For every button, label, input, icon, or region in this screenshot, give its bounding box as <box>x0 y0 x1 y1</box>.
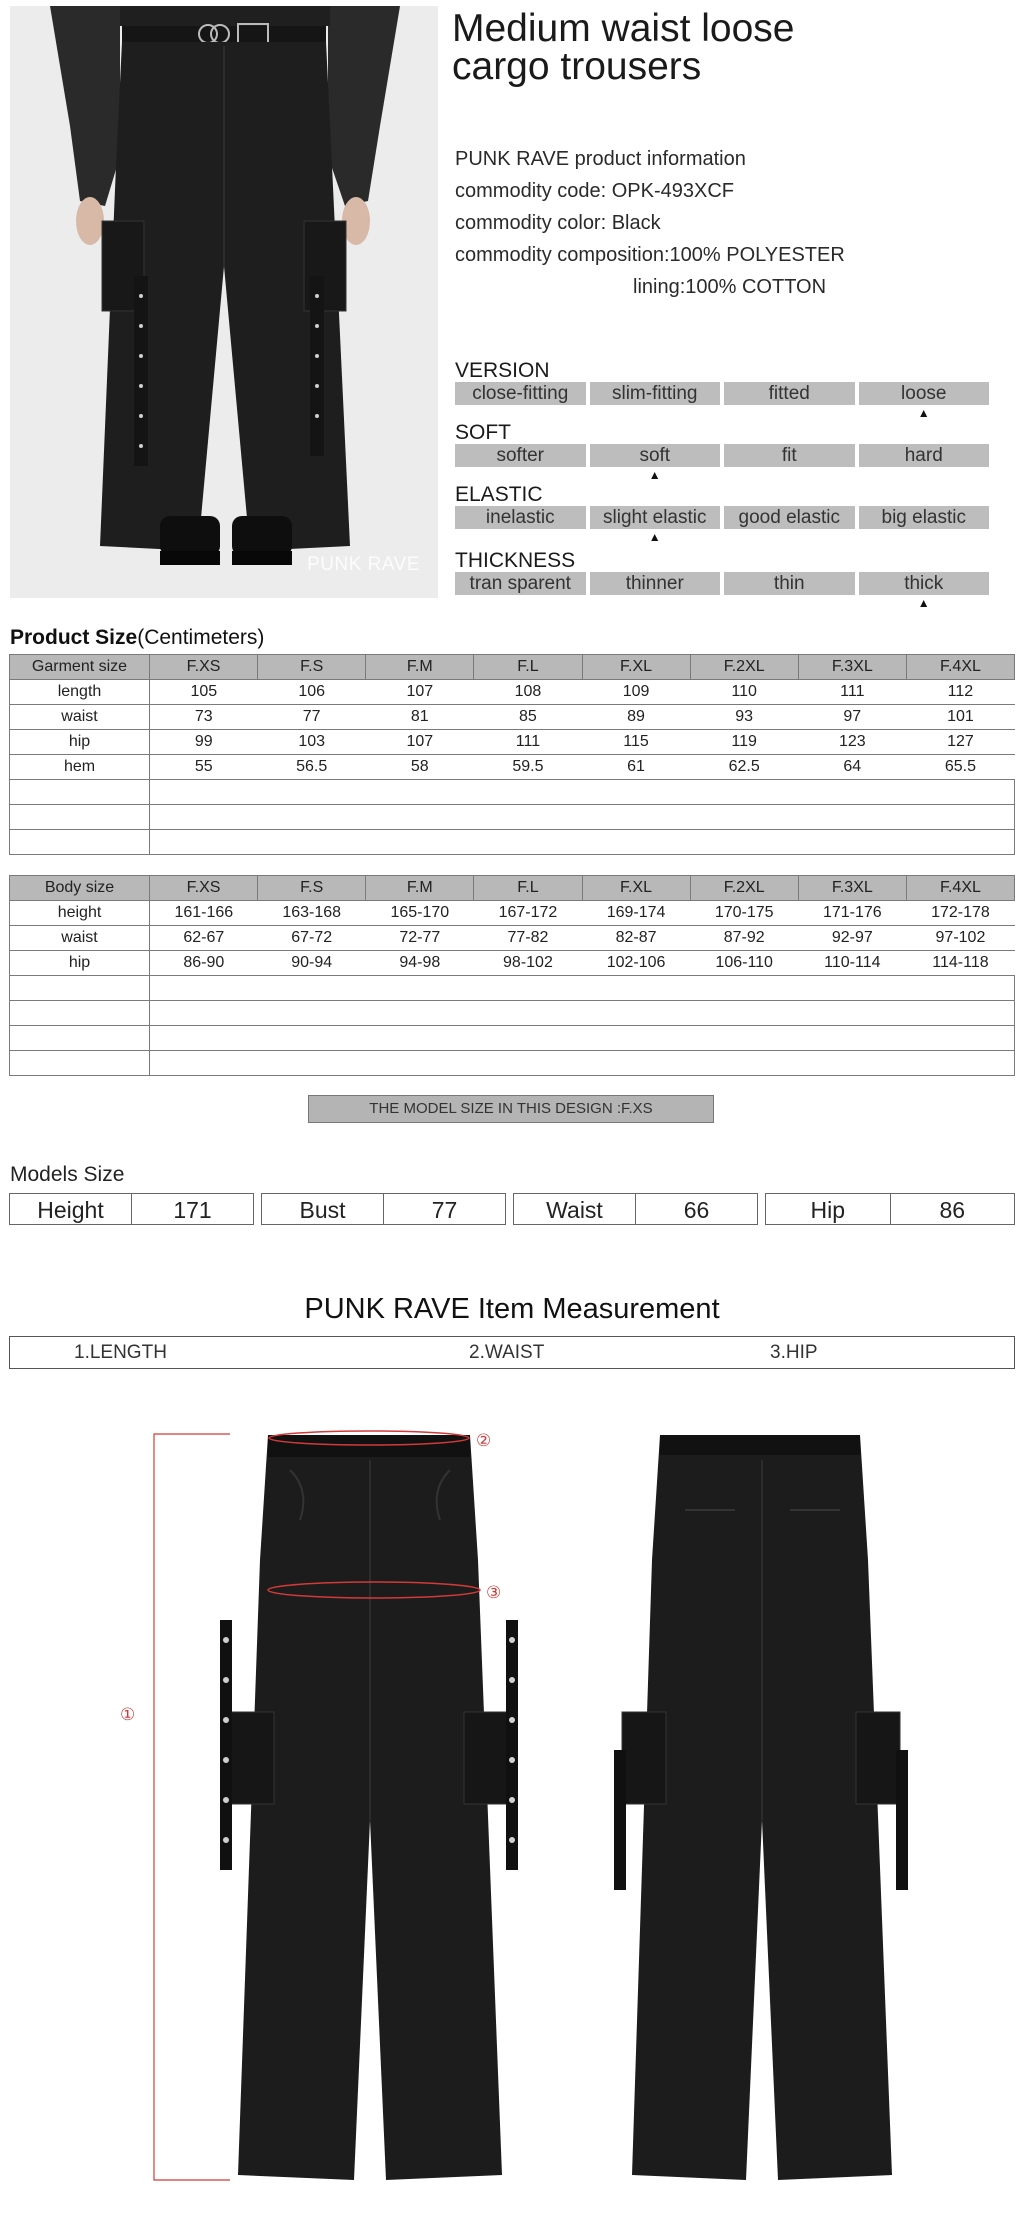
product-title-line1: Medium waist loose <box>452 7 795 50</box>
back-flat-image <box>600 1420 930 2200</box>
scale-option: thinner <box>590 572 721 595</box>
row-label: hem <box>10 755 150 780</box>
scale-version <box>455 359 989 420</box>
table-header-cell: F.S <box>258 876 366 901</box>
table-empty-row <box>10 1051 1015 1076</box>
table-header-cell: F.M <box>366 876 474 901</box>
hip-marker-icon: ③ <box>486 1583 502 1602</box>
table-header-cell: Garment size <box>10 655 150 680</box>
scale-title: THICKNESS <box>455 549 576 572</box>
composition-value: 100% POLYESTER <box>669 244 845 266</box>
models-size-title: Models Size <box>10 1163 125 1186</box>
table-row: hip 99 103 107 111 115 119 123 127 <box>10 730 1015 755</box>
row-label: height <box>10 901 150 926</box>
table-header-cell: F.XL <box>582 876 690 901</box>
model-height: Height 171 <box>9 1193 254 1225</box>
table-empty-row <box>10 780 1015 805</box>
model-size-note: THE MODEL SIZE IN THIS DESIGN :F.XS <box>308 1095 714 1123</box>
waist-marker-icon: ② <box>476 1431 492 1450</box>
table-header-cell: F.4XL <box>906 876 1014 901</box>
scale-elastic <box>455 483 989 544</box>
scale-option: thin <box>724 572 855 595</box>
scale-option-selected: slight elastic ▲ <box>590 506 721 529</box>
brand-info: PUNK RAVE product information <box>455 148 746 170</box>
selected-marker-icon: ▲ <box>917 406 930 420</box>
scale-option: good elastic <box>724 506 855 529</box>
code-value: OPK-493XCF <box>611 180 734 202</box>
scale-title: VERSION <box>455 359 550 382</box>
product-photo <box>10 6 438 598</box>
table-header-cell: F.3XL <box>798 876 906 901</box>
product-title-line2: cargo trousers <box>452 45 702 88</box>
code-row: commodity code: OPK-493XCF <box>455 175 845 207</box>
table-empty-row <box>10 976 1015 1001</box>
scale-option: fitted <box>724 382 855 405</box>
table-header-cell: F.S <box>258 655 366 680</box>
table-header-cell: F.XS <box>150 876 258 901</box>
table-header-cell: Body size <box>10 876 150 901</box>
legend-waist: 2.WAIST <box>469 1342 545 1363</box>
table-header-cell: F.2XL <box>690 655 798 680</box>
scale-option: tran sparent <box>455 572 586 595</box>
color-value: Black <box>611 212 661 234</box>
table-header-cell: F.XL <box>582 655 690 680</box>
product-title <box>452 7 1012 88</box>
table-row: height 161-166 163-168 165-170 167-172 169-174 170-175 171-176 172-178 <box>10 901 1015 926</box>
scale-option-selected: thick ▲ <box>859 572 990 595</box>
table-empty-row <box>10 1001 1015 1026</box>
scale-soft <box>455 421 989 482</box>
row-label: waist <box>10 926 150 951</box>
scale-thickness <box>455 549 989 610</box>
scale-option: inelastic <box>455 506 586 529</box>
legend-length: 1.LENGTH <box>74 1342 167 1363</box>
scale-option: big elastic <box>859 506 990 529</box>
legend-hip: 3.HIP <box>770 1342 818 1363</box>
table-row: length 105 106 107 108 109 110 111 112 <box>10 680 1015 705</box>
length-measure-line <box>154 1434 230 2180</box>
table-header-cell: F.3XL <box>798 655 906 680</box>
table-header-cell: F.M <box>366 655 474 680</box>
row-label: hip <box>10 730 150 755</box>
scale-title: SOFT <box>455 421 511 444</box>
table-row: hem 55 56.5 58 59.5 61 62.5 64 65.5 <box>10 755 1015 780</box>
color-row: commodity color: Black <box>455 207 845 239</box>
selected-marker-icon: ▲ <box>917 596 930 610</box>
photo-watermark: PUNK RAVE <box>307 554 420 575</box>
model-waist: Waist 66 <box>513 1193 758 1225</box>
table-header-cell: F.XS <box>150 655 258 680</box>
measurement-title: PUNK RAVE Item Measurement <box>304 1293 720 1325</box>
table-row: waist 73 77 81 85 89 93 97 101 <box>10 705 1015 730</box>
front-flat-image <box>120 1420 540 2200</box>
table-header-cell: F.L <box>474 655 582 680</box>
table-header-cell: F.4XL <box>906 655 1014 680</box>
table-header-row <box>10 655 1015 680</box>
row-label: length <box>10 680 150 705</box>
table-empty-row <box>10 805 1015 830</box>
measurement-legend <box>9 1336 1015 1369</box>
garment-size-table <box>9 654 1015 855</box>
table-empty-row <box>10 1026 1015 1051</box>
scale-option: close-fitting <box>455 382 586 405</box>
table-header-cell: F.2XL <box>690 876 798 901</box>
composition-row: commodity composition: 100% POLYESTER <box>455 239 845 271</box>
row-label: waist <box>10 705 150 730</box>
lining-value: 100% COTTON <box>685 276 827 298</box>
model-hip: Hip 86 <box>765 1193 1015 1225</box>
product-size-title: Product Size(Centimeters) <box>10 626 265 649</box>
row-label: hip <box>10 951 150 976</box>
body-size-table <box>9 875 1015 1076</box>
scale-option: slim-fitting <box>590 382 721 405</box>
scale-option-selected: soft ▲ <box>590 444 721 467</box>
model-wearing-trousers-image <box>10 6 438 598</box>
product-info <box>455 143 845 303</box>
length-marker-icon: ① <box>120 1705 136 1724</box>
scale-option: fit <box>724 444 855 467</box>
model-bust: Bust 77 <box>261 1193 506 1225</box>
lining-row: lining: 100% COTTON <box>455 271 845 303</box>
table-header-cell: F.L <box>474 876 582 901</box>
table-row: hip 86-90 90-94 94-98 98-102 102-106 106-110 110-114 114-118 <box>10 951 1015 976</box>
table-empty-row <box>10 830 1015 855</box>
scale-option: hard <box>859 444 990 467</box>
scale-option: softer <box>455 444 586 467</box>
table-header-row <box>10 876 1015 901</box>
selected-marker-icon: ▲ <box>648 530 661 544</box>
scale-option-selected: loose ▲ <box>859 382 990 405</box>
scale-title: ELASTIC <box>455 483 543 506</box>
table-row: waist 62-67 67-72 72-77 77-82 82-87 87-92 92-97 97-102 <box>10 926 1015 951</box>
selected-marker-icon: ▲ <box>648 468 661 482</box>
